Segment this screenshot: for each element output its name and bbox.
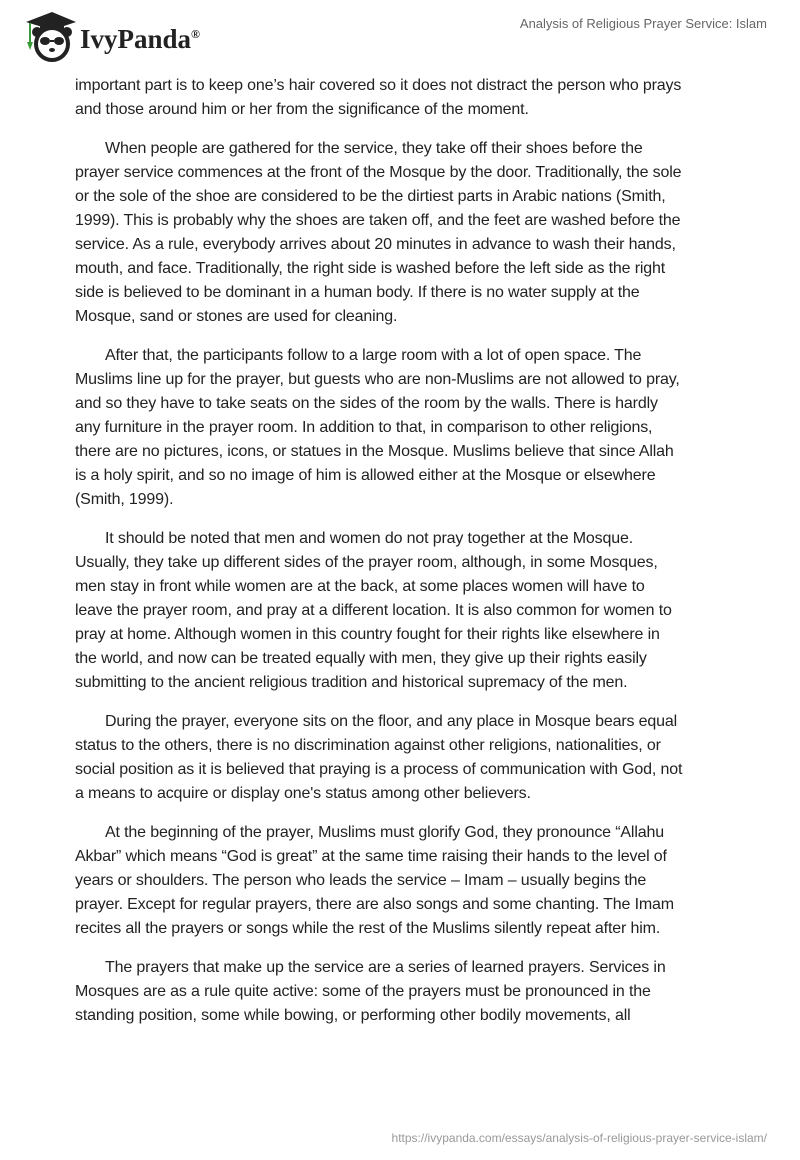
paragraph [75, 74, 735, 122]
paragraph [75, 956, 735, 1028]
text-line: or the sole of the shoe are considered to be the dirtiest parts in Arabic nations (Smith, [75, 188, 666, 205]
text-line: any furniture in the prayer room. In addition to that, in comparison to other religions, [75, 419, 653, 436]
brand-name [80, 24, 200, 55]
essay-body [75, 74, 735, 1043]
text-line: is a holy spirit, and so no image of him is allowed either at the Mosque or elsewhere [75, 467, 656, 484]
registered-mark: ® [191, 26, 201, 41]
text-line: submitting to the ancient religious tradition and historical supremacy of the men. [75, 674, 628, 691]
text-line: prayer. Except for regular prayers, there are also songs and some chanting. The Imam [75, 896, 674, 913]
footer-url-link[interactable]: https://ivypanda.com/essays/analysis-of-religious-prayer-service-islam/ [391, 1131, 767, 1145]
text-line: When people are gathered for the service, they take off their shoes before the [105, 140, 643, 157]
text-line: (Smith, 1999). [75, 491, 174, 508]
text-line: years or shoulders. The person who leads the service – Imam – usually begins the [75, 872, 647, 889]
text-line: status to the others, there is no discrimination against other religions, nationalities, or [75, 737, 661, 754]
text-line: pray at home. Although women in this country fought for their rights like elsewhere in [75, 626, 660, 643]
text-line: recites all the prayers or songs while the rest of the Muslims silently repeat after him. [75, 920, 661, 937]
text-line: prayer service commences at the front of the Mosque by the door. Traditionally, the sole [75, 164, 682, 181]
text-line: social position as it is believed that praying is a process of communication with God, not [75, 761, 683, 778]
text-line: standing position, some while bowing, or performing other bodily movements, all [75, 1007, 631, 1024]
text-line: Mosques are as a rule quite active: some of the prayers must be pronounced in the [75, 983, 651, 1000]
brand-text: IvyPanda [80, 23, 192, 54]
text-line: mouth, and face. Traditionally, the right side is washed before the left side as the right [75, 260, 666, 277]
panda-graduate-icon [22, 8, 78, 64]
text-line: It should be noted that men and women do not pray together at the Mosque. [105, 530, 634, 547]
paragraph [75, 344, 735, 512]
text-line: During the prayer, everyone sits on the floor, and any place in Mosque bears equal [105, 713, 678, 730]
text-line: Akbar” which means “God is great” at the same time raising their hands to the level of [75, 848, 667, 865]
text-line: The prayers that make up the service are a series of learned prayers. Services in [105, 959, 666, 976]
ivypanda-logo[interactable] [22, 8, 200, 64]
text-line: important part is to keep one’s hair covered so it does not distract the person who prays [75, 77, 682, 94]
text-line: side is believed to be dominant in a human body. If there is no water supply at the [75, 284, 640, 301]
paragraph [75, 137, 735, 329]
text-line: Mosque, sand or stones are used for cleaning. [75, 308, 398, 325]
paragraph [75, 710, 735, 806]
paragraph [75, 821, 735, 941]
text-line: 1999). This is probably why the shoes are taken off, and the feet are washed before the [75, 212, 681, 229]
text-line: Muslims line up for the prayer, but guests who are non-Muslims are not allowed to pray, [75, 371, 680, 388]
text-line: leave the prayer room, and pray at a different location. It is also common for women to [75, 602, 672, 619]
text-line: and so they have to take seats on the sides of the room by the walls. There is hardly [75, 395, 658, 412]
text-line: Usually, they take up different sides of the prayer room, although, in some Mosques, [75, 554, 658, 571]
text-line: a means to acquire or display one's status among other believers. [75, 785, 531, 802]
text-line: At the beginning of the prayer, Muslims must glorify God, they pronounce “Allahu [105, 824, 664, 841]
text-line: and those around him or her from the significance of the moment. [75, 101, 529, 118]
text-line: men stay in front while women are at the back, at some places women will have to [75, 578, 645, 595]
text-line: After that, the participants follow to a large room with a lot of open space. The [105, 347, 642, 364]
text-line: there are no pictures, icons, or statues in the Mosque. Muslims believe that since Allah [75, 443, 674, 460]
text-line: service. As a rule, everybody arrives about 20 minutes in advance to wash their hands, [75, 236, 676, 253]
document-title: Analysis of Religious Prayer Service: Islam [519, 16, 767, 31]
text-line: the world, and now can be treated equally with men, they give up their rights easily [75, 650, 647, 667]
paragraph [75, 527, 735, 695]
